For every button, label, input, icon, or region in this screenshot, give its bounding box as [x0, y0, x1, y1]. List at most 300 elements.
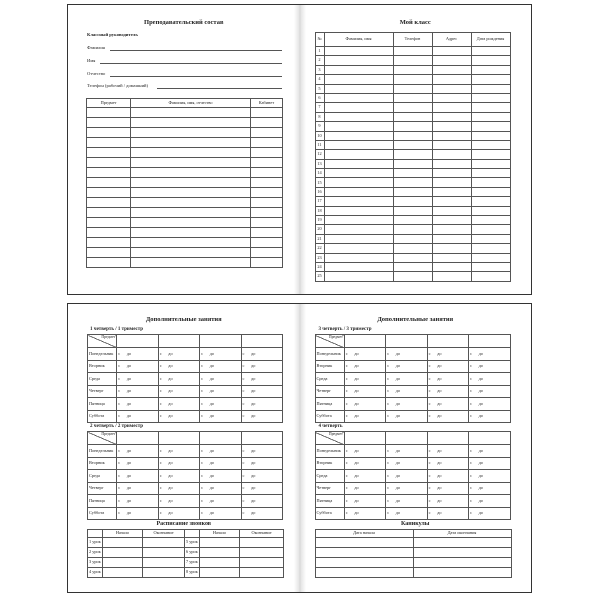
to-label[interactable]: до [209, 410, 241, 423]
to-label[interactable]: до [250, 457, 282, 470]
to-label[interactable]: до [126, 360, 158, 373]
table-cell[interactable] [471, 197, 510, 206]
to-label[interactable]: до [126, 457, 158, 470]
table-cell[interactable] [393, 103, 432, 112]
table-cell[interactable] [471, 244, 510, 253]
teachers-table [86, 98, 283, 268]
table-cell[interactable] [240, 548, 284, 558]
to-label[interactable]: до [209, 348, 241, 361]
subject-slot[interactable] [117, 432, 158, 445]
to-label[interactable]: до [353, 398, 385, 411]
table-cell[interactable] [471, 272, 510, 281]
table-cell[interactable] [393, 253, 432, 262]
table-cell[interactable] [471, 56, 510, 65]
table-cell[interactable] [432, 131, 471, 140]
from-label: с [158, 348, 167, 361]
subject-slot[interactable] [117, 335, 158, 348]
subject-slot[interactable] [158, 335, 199, 348]
to-label[interactable]: до [436, 410, 468, 423]
table-cell[interactable] [251, 218, 283, 228]
table-cell[interactable] [471, 159, 510, 168]
table-cell[interactable] [432, 103, 471, 112]
table-cell[interactable] [432, 159, 471, 168]
to-label[interactable]: до [436, 385, 468, 398]
from-label: с [241, 445, 250, 458]
table-cell[interactable] [413, 538, 511, 548]
table-cell[interactable] [393, 47, 432, 56]
table-cell[interactable] [87, 118, 131, 128]
table-cell[interactable] [251, 148, 283, 158]
table-cell[interactable] [432, 234, 471, 243]
table-cell[interactable] [324, 253, 393, 262]
table-cell[interactable] [432, 47, 471, 56]
to-label[interactable]: до [395, 470, 427, 483]
subject-slot[interactable] [469, 335, 510, 348]
to-label[interactable]: до [167, 385, 199, 398]
to-label[interactable]: до [167, 348, 199, 361]
lesson-label: 3 урок [88, 558, 103, 568]
table-cell[interactable] [324, 234, 393, 243]
table-cell[interactable] [324, 93, 393, 102]
to-label[interactable]: до [478, 445, 510, 458]
subject-slot[interactable] [344, 432, 385, 445]
to-label[interactable]: до [395, 360, 427, 373]
table-cell[interactable] [87, 188, 131, 198]
subject-slot[interactable] [200, 335, 241, 348]
table-cell[interactable] [471, 75, 510, 84]
to-label[interactable]: до [126, 398, 158, 411]
subject-slot[interactable] [427, 335, 468, 348]
table-cell[interactable] [393, 272, 432, 281]
to-label[interactable]: до [167, 495, 199, 508]
table-cell[interactable] [251, 228, 283, 238]
table-cell[interactable] [471, 187, 510, 196]
table-cell[interactable] [432, 178, 471, 187]
table-cell[interactable] [393, 187, 432, 196]
table-cell[interactable] [393, 122, 432, 131]
schedule-q3-table [315, 334, 511, 423]
to-label[interactable]: до [478, 482, 510, 495]
table-cell[interactable] [471, 140, 510, 149]
table-cell[interactable] [324, 112, 393, 121]
to-label[interactable]: до [395, 457, 427, 470]
to-label[interactable]: до [209, 457, 241, 470]
table-cell[interactable] [131, 208, 251, 218]
to-label[interactable]: до [353, 507, 385, 520]
table-cell[interactable] [393, 75, 432, 84]
table-cell[interactable] [432, 93, 471, 102]
table-cell[interactable] [251, 208, 283, 218]
to-label[interactable]: до [478, 398, 510, 411]
to-label[interactable]: до [167, 507, 199, 520]
table-row [87, 128, 283, 138]
table-cell[interactable] [432, 206, 471, 215]
table-cell[interactable] [471, 178, 510, 187]
table-cell[interactable] [131, 158, 251, 168]
table-cell[interactable] [87, 258, 131, 268]
to-label[interactable]: до [395, 410, 427, 423]
table-cell[interactable] [131, 128, 251, 138]
table-cell[interactable] [471, 131, 510, 140]
table-cell[interactable] [131, 138, 251, 148]
to-label[interactable]: до [353, 445, 385, 458]
table-cell[interactable] [87, 138, 131, 148]
table-cell[interactable] [324, 131, 393, 140]
table-cell[interactable] [103, 568, 143, 578]
to-label[interactable]: до [395, 482, 427, 495]
table-cell[interactable] [143, 548, 185, 558]
table-cell[interactable] [432, 150, 471, 159]
table-cell[interactable] [471, 169, 510, 178]
table-cell[interactable] [324, 122, 393, 131]
to-label[interactable]: до [209, 470, 241, 483]
table-cell[interactable] [131, 258, 251, 268]
table-cell[interactable] [471, 262, 510, 271]
table-cell[interactable] [432, 244, 471, 253]
table-cell[interactable] [251, 198, 283, 208]
to-label[interactable]: до [250, 398, 282, 411]
subject-slot[interactable] [386, 432, 427, 445]
table-cell[interactable] [471, 84, 510, 93]
from-label: с [200, 507, 209, 520]
table-cell[interactable] [315, 558, 413, 568]
table-cell[interactable] [393, 112, 432, 121]
subject-slot[interactable] [241, 335, 282, 348]
table-cell[interactable] [393, 178, 432, 187]
to-label[interactable]: до [250, 470, 282, 483]
table-cell[interactable] [131, 168, 251, 178]
to-label[interactable]: до [436, 507, 468, 520]
table-cell[interactable] [131, 248, 251, 258]
table-cell[interactable] [87, 248, 131, 258]
table-cell[interactable] [432, 225, 471, 234]
from-label: с [117, 507, 126, 520]
to-label[interactable]: до [395, 445, 427, 458]
table-cell[interactable] [324, 178, 393, 187]
table-cell[interactable] [393, 140, 432, 149]
to-label[interactable]: до [395, 495, 427, 508]
table-cell[interactable] [393, 197, 432, 206]
table-cell[interactable] [432, 169, 471, 178]
to-label[interactable]: до [250, 495, 282, 508]
table-cell[interactable] [432, 75, 471, 84]
table-cell[interactable] [471, 253, 510, 262]
table-cell[interactable] [393, 216, 432, 225]
to-label[interactable]: до [167, 360, 199, 373]
to-label[interactable]: до [126, 445, 158, 458]
table-cell[interactable] [131, 108, 251, 118]
table-cell[interactable] [393, 56, 432, 65]
to-label[interactable]: до [478, 457, 510, 470]
table-cell[interactable] [324, 262, 393, 271]
table-cell[interactable] [324, 75, 393, 84]
to-label[interactable]: до [167, 410, 199, 423]
table-cell[interactable] [324, 197, 393, 206]
table-cell[interactable] [251, 108, 283, 118]
table-cell[interactable] [251, 188, 283, 198]
table-cell[interactable] [87, 228, 131, 238]
subject-slot[interactable] [200, 432, 241, 445]
table-cell[interactable] [103, 558, 143, 568]
to-label[interactable]: до [167, 445, 199, 458]
table-cell[interactable] [143, 558, 185, 568]
to-label[interactable]: до [209, 373, 241, 386]
to-label[interactable]: до [353, 482, 385, 495]
table-cell[interactable] [200, 568, 240, 578]
table-cell[interactable] [143, 568, 185, 578]
table-cell[interactable] [393, 262, 432, 271]
subject-slot[interactable] [469, 432, 510, 445]
table-cell[interactable] [471, 103, 510, 112]
table-cell[interactable] [413, 568, 511, 578]
table-cell[interactable] [87, 128, 131, 138]
table-cell[interactable] [251, 248, 283, 258]
table-cell[interactable] [432, 216, 471, 225]
table-cell[interactable] [393, 131, 432, 140]
table-cell[interactable] [103, 548, 143, 558]
table-cell[interactable] [87, 158, 131, 168]
table-cell[interactable] [324, 84, 393, 93]
table-cell[interactable] [87, 108, 131, 118]
table-cell[interactable] [413, 558, 511, 568]
table-cell[interactable] [131, 238, 251, 248]
to-label[interactable]: до [353, 373, 385, 386]
to-label[interactable]: до [167, 470, 199, 483]
to-label[interactable]: до [478, 410, 510, 423]
to-label[interactable]: до [209, 482, 241, 495]
table-cell[interactable] [393, 234, 432, 243]
to-label[interactable]: до [353, 495, 385, 508]
table-cell[interactable] [131, 188, 251, 198]
table-cell[interactable] [200, 538, 240, 548]
table-cell[interactable] [240, 558, 284, 568]
to-label[interactable]: до [436, 348, 468, 361]
table-cell[interactable] [324, 103, 393, 112]
table-cell[interactable] [393, 159, 432, 168]
to-label[interactable]: до [353, 457, 385, 470]
table-cell[interactable] [324, 150, 393, 159]
table-cell[interactable] [240, 538, 284, 548]
table-cell[interactable] [393, 93, 432, 102]
table-cell[interactable] [471, 225, 510, 234]
to-label[interactable]: до [126, 373, 158, 386]
table-cell[interactable] [393, 65, 432, 74]
table-cell[interactable] [131, 148, 251, 158]
table-cell[interactable] [315, 538, 413, 548]
table-cell[interactable] [324, 187, 393, 196]
to-label[interactable]: до [209, 360, 241, 373]
to-label[interactable]: до [250, 348, 282, 361]
subject-slot[interactable] [427, 432, 468, 445]
to-label[interactable]: до [436, 457, 468, 470]
table-cell[interactable] [432, 253, 471, 262]
to-label[interactable]: до [436, 495, 468, 508]
table-cell[interactable] [432, 65, 471, 74]
table-cell[interactable] [324, 65, 393, 74]
to-label[interactable]: до [436, 398, 468, 411]
to-label[interactable]: до [478, 507, 510, 520]
to-label[interactable]: до [395, 373, 427, 386]
table-cell[interactable] [87, 148, 131, 158]
table-row [315, 65, 510, 74]
table-cell[interactable] [251, 168, 283, 178]
table-cell[interactable] [315, 568, 413, 578]
table-cell[interactable] [87, 208, 131, 218]
from-label: с [344, 398, 353, 411]
table-cell[interactable] [251, 178, 283, 188]
to-label[interactable]: до [126, 470, 158, 483]
table-cell[interactable] [432, 84, 471, 93]
to-label[interactable]: до [353, 348, 385, 361]
table-cell[interactable] [471, 112, 510, 121]
table-cell[interactable] [324, 216, 393, 225]
table-cell[interactable] [103, 538, 143, 548]
to-label[interactable]: до [167, 457, 199, 470]
table-cell[interactable] [324, 140, 393, 149]
table-cell[interactable] [393, 84, 432, 93]
table-cell[interactable] [432, 56, 471, 65]
to-label[interactable]: до [395, 348, 427, 361]
table-cell[interactable] [131, 178, 251, 188]
table-cell[interactable] [432, 122, 471, 131]
table-cell[interactable] [251, 258, 283, 268]
to-label[interactable]: до [126, 495, 158, 508]
to-label[interactable]: до [478, 348, 510, 361]
table-cell[interactable] [432, 112, 471, 121]
table-cell[interactable] [131, 118, 251, 128]
to-label[interactable]: до [436, 360, 468, 373]
table-cell[interactable] [251, 238, 283, 248]
table-cell[interactable] [393, 150, 432, 159]
table-cell[interactable] [432, 272, 471, 281]
to-label[interactable]: до [353, 410, 385, 423]
table-cell[interactable] [131, 228, 251, 238]
to-label[interactable]: до [167, 482, 199, 495]
table-cell[interactable] [413, 548, 511, 558]
table-cell[interactable] [393, 225, 432, 234]
table-cell[interactable] [324, 159, 393, 168]
table-cell[interactable] [131, 198, 251, 208]
to-label[interactable]: до [436, 445, 468, 458]
table-cell[interactable] [393, 169, 432, 178]
table-cell[interactable] [324, 272, 393, 281]
subject-slot[interactable] [158, 432, 199, 445]
to-label[interactable]: до [209, 385, 241, 398]
to-label[interactable]: до [478, 495, 510, 508]
table-cell[interactable] [471, 93, 510, 102]
table-cell[interactable] [87, 198, 131, 208]
table-cell[interactable] [324, 169, 393, 178]
to-label[interactable]: до [395, 398, 427, 411]
table-cell[interactable] [87, 218, 131, 228]
to-label[interactable]: до [126, 385, 158, 398]
surname-line[interactable] [110, 50, 282, 51]
to-label[interactable]: до [436, 482, 468, 495]
to-label[interactable]: до [209, 398, 241, 411]
table-cell[interactable] [87, 168, 131, 178]
to-label[interactable]: до [250, 482, 282, 495]
to-label[interactable]: до [478, 385, 510, 398]
phone-line[interactable] [157, 88, 282, 89]
patronymic-line[interactable] [110, 76, 282, 77]
to-label[interactable]: до [478, 360, 510, 373]
table-cell[interactable] [251, 138, 283, 148]
table-cell[interactable] [324, 206, 393, 215]
to-label[interactable]: до [353, 360, 385, 373]
to-label[interactable]: до [250, 360, 282, 373]
table-cell[interactable] [471, 206, 510, 215]
row-number: 6 [315, 93, 324, 102]
table-cell[interactable] [200, 558, 240, 568]
table-cell[interactable] [324, 56, 393, 65]
table-cell[interactable] [471, 234, 510, 243]
subject-slot[interactable] [344, 335, 385, 348]
to-label[interactable]: до [126, 410, 158, 423]
to-label[interactable]: до [250, 410, 282, 423]
table-cell[interactable] [131, 218, 251, 228]
table-cell[interactable] [471, 65, 510, 74]
to-label[interactable]: до [126, 482, 158, 495]
table-cell[interactable] [87, 178, 131, 188]
to-label[interactable]: до [436, 373, 468, 386]
table-cell[interactable] [432, 197, 471, 206]
table-cell[interactable] [432, 262, 471, 271]
subject-slot[interactable] [386, 335, 427, 348]
table-cell[interactable] [324, 244, 393, 253]
table-cell[interactable] [393, 206, 432, 215]
table-cell[interactable] [324, 225, 393, 234]
table-cell[interactable] [251, 128, 283, 138]
to-label[interactable]: до [209, 445, 241, 458]
table-cell[interactable] [87, 238, 131, 248]
table-cell[interactable] [432, 140, 471, 149]
to-label[interactable]: до [478, 373, 510, 386]
to-label[interactable]: до [250, 373, 282, 386]
table-cell[interactable] [471, 216, 510, 225]
to-label[interactable]: до [167, 373, 199, 386]
table-cell[interactable] [324, 47, 393, 56]
to-label[interactable]: до [436, 470, 468, 483]
table-cell[interactable] [471, 47, 510, 56]
to-label[interactable]: до [250, 445, 282, 458]
name-line[interactable] [100, 63, 282, 64]
table-cell[interactable] [251, 158, 283, 168]
to-label[interactable]: до [126, 348, 158, 361]
to-label[interactable]: до [395, 385, 427, 398]
to-label[interactable]: до [167, 398, 199, 411]
table-cell[interactable] [471, 122, 510, 131]
to-label[interactable]: до [395, 507, 427, 520]
to-label[interactable]: до [478, 470, 510, 483]
to-label[interactable]: до [209, 507, 241, 520]
to-label[interactable]: до [250, 507, 282, 520]
table-cell[interactable] [315, 548, 413, 558]
table-cell[interactable] [240, 568, 284, 578]
to-label[interactable]: до [209, 495, 241, 508]
table-cell[interactable] [251, 118, 283, 128]
table-cell[interactable] [200, 548, 240, 558]
to-label[interactable]: до [353, 385, 385, 398]
table-cell[interactable] [143, 538, 185, 548]
subject-slot[interactable] [241, 432, 282, 445]
table-cell[interactable] [471, 150, 510, 159]
to-label[interactable]: до [250, 385, 282, 398]
table-cell[interactable] [432, 187, 471, 196]
to-label[interactable]: до [126, 507, 158, 520]
day-label: Среда [88, 373, 117, 386]
table-cell[interactable] [393, 244, 432, 253]
to-label[interactable]: до [353, 470, 385, 483]
